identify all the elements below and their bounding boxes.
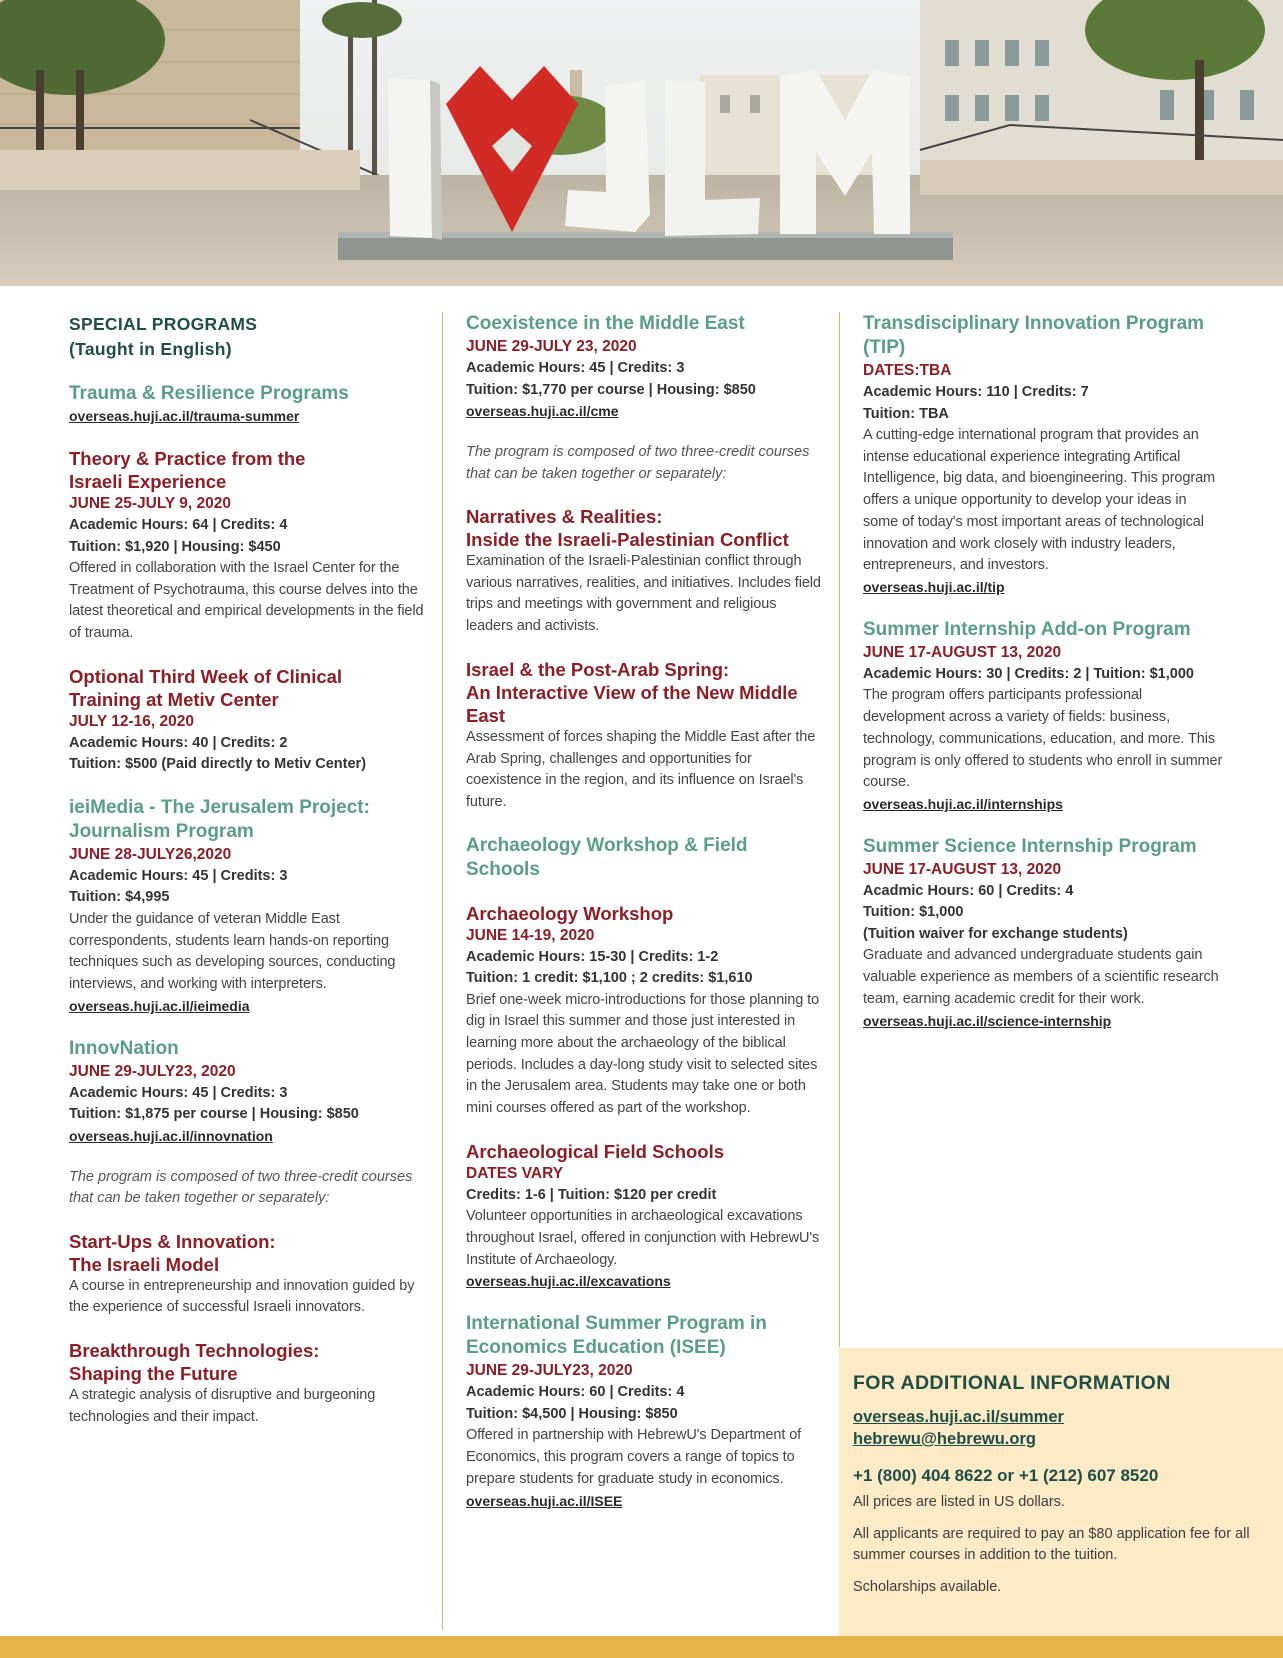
program-title: (TIP) xyxy=(863,337,906,358)
course-title: Shaping the Future xyxy=(69,1363,238,1385)
course-title: The Israeli Model xyxy=(69,1253,220,1275)
column-divider xyxy=(839,312,840,1347)
program-note xyxy=(69,1167,424,1210)
program-innovnation xyxy=(69,1037,424,1147)
program-title: Theory & Practice from the xyxy=(69,448,306,469)
course-post-arab-spring xyxy=(466,658,826,814)
course-startups xyxy=(69,1230,424,1319)
program-description: Offered in partnership with HebrewU's Department of Economics, this program covers a range of topics to prepare students for graduate study in economics. xyxy=(466,1427,802,1487)
program-hours: Academic Hours: 15-30 | Credits: 1-2 xyxy=(466,948,719,965)
info-title: FOR ADDITIONAL INFORMATION xyxy=(853,1372,1171,1394)
program-tuition: Tuition: TBA xyxy=(863,405,949,422)
program-dates: JUNE 29-JULY 23, 2020 xyxy=(466,338,637,355)
program-description: Volunteer opportunities in archaeological excavations throughout Israel, offered in conjunction with HebrewU's Institute of Archaeology. xyxy=(466,1208,820,1268)
program-dates: JUNE 29-JULY23, 2020 xyxy=(466,1362,633,1380)
program-title: ieiMedia - The Jerusalem Project: xyxy=(69,796,370,818)
program-link[interactable]: overseas.huji.ac.il/excavations xyxy=(466,1273,671,1290)
program-title: Israeli Experience xyxy=(69,471,227,492)
program-hours: Academic Hours: 40 | Credits: 2 xyxy=(69,734,288,751)
program-hours: Academic Hours: 45 | Credits: 3 xyxy=(466,360,685,376)
program-link[interactable]: overseas.huji.ac.il/innovnation xyxy=(69,1127,273,1144)
program-dates: DATES VARY xyxy=(466,1164,564,1182)
program-title: Trauma & Resilience Programs xyxy=(69,383,349,404)
hero-photo xyxy=(0,0,1283,286)
program-description: Graduate and advanced undergraduate students gain valuable experience as members of a scientific research team, earning academic credit for their work. xyxy=(863,947,1219,1007)
program-hours: Academic Hours: 64 | Credits: 4 xyxy=(69,517,288,533)
bottom-color-bar xyxy=(0,1636,1283,1658)
program-title: Coexistence in the Middle East xyxy=(466,313,745,334)
program-title: Journalism Program xyxy=(69,820,254,842)
program-dates: JUNE 29-JULY23, 2020 xyxy=(69,1062,236,1080)
jerusalem-sign-photo xyxy=(0,0,1283,286)
course-breakthrough xyxy=(69,1339,424,1428)
prices-note: All prices are listed in US dollars. xyxy=(853,1494,1065,1510)
program-title: InnovNation xyxy=(69,1037,179,1059)
program-link[interactable]: overseas.huji.ac.il/ieimedia xyxy=(69,997,250,1014)
program-tuition: Tuition: $1,875 per course | Housing: $850 xyxy=(69,1106,359,1123)
course-title: Breakthrough Technologies: xyxy=(69,1340,320,1362)
program-tuition: Tuition: $500 (Paid directly to Metiv Center) xyxy=(69,756,367,773)
program-dates: JUNE 17-AUGUST 13, 2020 xyxy=(863,860,1062,878)
program-title: Summer Internship Add-on Program xyxy=(863,618,1191,640)
program-title: Archaeological Field Schools xyxy=(466,1140,725,1162)
special-programs-heading xyxy=(69,312,424,362)
program-link[interactable]: overseas.huji.ac.il/internships xyxy=(863,795,1063,812)
program-hours: Acadmic Hours: 60 | Credits: 4 xyxy=(863,882,1074,899)
program-tuition-note: (Tuition waiver for exchange students) xyxy=(863,925,1128,942)
program-hours: Academic Hours: 30 | Credits: 2 | Tuition: $1,000 xyxy=(863,665,1194,682)
application-fee-note: All applicants are required to pay an $80 application fee for all summer courses in addition to the tuition. xyxy=(853,1525,1250,1563)
program-tuition: Tuition: $1,920 | Housing: $450 xyxy=(69,538,281,555)
program-ieimedia xyxy=(69,796,424,1017)
program-link[interactable]: overseas.huji.ac.il/cme xyxy=(466,403,619,419)
program-dates: JUNE 17-AUGUST 13, 2020 xyxy=(863,643,1062,661)
program-dates: DATES:TBA xyxy=(863,362,952,379)
program-coexistence xyxy=(466,312,826,422)
summer-link[interactable]: overseas.huji.ac.il/summer xyxy=(853,1408,1064,1426)
program-tuition: Tuition: $4,500 | Housing: $850 xyxy=(466,1405,678,1422)
program-credits: Credits: 1-6 | Tuition: $120 per credit xyxy=(466,1186,717,1203)
program-description: Brief one-week micro-introductions for those planning to dig in Israel this summer and those just interested in learning more about the archaeology of the biblical periods. Includes a day-long study visit to selected sites in the Jerusalem area. Students may take one or both mini courses offered as part of the workshop. xyxy=(466,991,820,1117)
program-link[interactable]: overseas.huji.ac.il/trauma-summer xyxy=(69,408,300,424)
program-third-week xyxy=(69,665,424,776)
column-1 xyxy=(69,312,424,1448)
program-description: Under the guidance of veteran Middle East correspondents, students learn hands-on reporting techniques such as developing sources, conducting interviews, and working with interpreters. xyxy=(69,910,396,992)
section-subtitle: (Taught in English) xyxy=(69,339,232,359)
column-divider xyxy=(442,312,443,1630)
program-description: A cutting-edge international program that provides an intense educational experience integrating Artifical Intelligence, big data, and bioengineering. This program offers a unique opportunity to develop your ideas in some of today's most important areas of technological innovation and work closely with industry leaders, entrepreneurs, and investors. xyxy=(863,427,1216,574)
program-internship xyxy=(863,618,1223,815)
program-dates: JUNE 25-JULY 9, 2020 xyxy=(69,495,231,512)
email-link[interactable]: hebrewu@hebrewu.org xyxy=(853,1430,1036,1448)
program-description: Offered in collaboration with the Israel Center for the Treatment of Psychotrauma, this course delves into the latest theoretical and empirical developments in the field of trauma. xyxy=(69,560,424,642)
program-title: Transdisciplinary Innovation Program xyxy=(863,313,1205,334)
program-isee xyxy=(466,1312,826,1511)
program-title: International Summer Program in xyxy=(466,1313,767,1335)
note-text: The program is composed of two three-credit courses that can be taken together or separately: xyxy=(69,1168,413,1207)
program-hours: Academic Hours: 110 | Credits: 7 xyxy=(863,384,1089,400)
program-title: Economics Education (ISEE) xyxy=(466,1337,726,1359)
course-title: An Interactive View of the New Middle East xyxy=(466,681,798,726)
program-dates: JUNE 14-19, 2020 xyxy=(466,926,595,944)
section-title: SPECIAL PROGRAMS xyxy=(69,314,258,334)
course-description: Assessment of forces shaping the Middle East after the Arab Spring, challenges and opportunities for coexistence in the region, and its influence on Israel's future. xyxy=(466,728,816,810)
program-archaeology-workshop xyxy=(466,902,826,1120)
program-tuition: Tuition: $1,770 per course | Housing: $850 xyxy=(466,381,756,398)
course-narratives xyxy=(466,505,826,638)
program-hours: Academic Hours: 45 | Credits: 3 xyxy=(69,867,288,884)
course-description: Examination of the Israeli-Palestinian conflict through various narratives, realities, and initiatives. Includes field trips and meetings with government and religious leaders and activists. xyxy=(466,553,821,635)
program-field-schools xyxy=(466,1140,826,1293)
program-title: Archaeology Workshop xyxy=(466,902,674,924)
program-title: Summer Science Internship Program xyxy=(863,835,1197,857)
program-link[interactable]: overseas.huji.ac.il/ISEE xyxy=(466,1492,623,1509)
program-theory-practice xyxy=(69,447,424,645)
program-tuition: Tuition: $1,000 xyxy=(863,904,964,921)
program-science-internship xyxy=(863,835,1223,1032)
course-title: Start-Ups & Innovation: xyxy=(69,1230,276,1252)
course-title: Narratives & Realities: xyxy=(466,506,663,527)
course-title: Inside the Israeli-Palestinian Conflict xyxy=(466,529,789,550)
program-dates: JULY 12-16, 2020 xyxy=(69,712,194,730)
section-title: Archaeology Workshop & Field Schools xyxy=(466,834,748,880)
program-hours: Academic Hours: 45 | Credits: 3 xyxy=(69,1084,288,1101)
program-title: Optional Third Week of Clinical xyxy=(69,665,343,687)
course-title: Israel & the Post-Arab Spring: xyxy=(466,658,730,680)
archaeology-heading xyxy=(466,834,826,882)
program-title: Training at Metiv Center xyxy=(69,688,279,710)
program-description: The program offers participants professional development across a variety of fields: business, technology, communications, education, and more. This program is only offered to students who enroll in summer course. xyxy=(863,687,1223,791)
column-2 xyxy=(466,312,826,1532)
program-link[interactable]: overseas.huji.ac.il/tip xyxy=(863,578,1005,595)
program-trauma xyxy=(69,382,424,427)
program-tip xyxy=(863,312,1223,598)
program-hours: Academic Hours: 60 | Credits: 4 xyxy=(466,1384,685,1401)
program-link[interactable]: overseas.huji.ac.il/science-internship xyxy=(863,1012,1112,1029)
program-tuition: Tuition: $4,995 xyxy=(69,889,170,906)
column-3 xyxy=(863,312,1223,1052)
course-description: A strategic analysis of disruptive and burgeoning technologies and their impact. xyxy=(69,1387,376,1425)
program-note xyxy=(466,442,826,485)
note-text: The program is composed of two three-credit courses that can be taken together or separately: xyxy=(466,444,810,482)
program-tuition: Tuition: 1 credit: $1,100 ; 2 credits: $1,610 xyxy=(466,970,753,987)
additional-info-box xyxy=(839,1348,1283,1636)
scholarships-note: Scholarships available. xyxy=(853,1578,1002,1595)
phone-numbers: +1 (800) 404 8622 or +1 (212) 607 8520 xyxy=(853,1466,1159,1485)
course-description: A course in entrepreneurship and innovation guided by the experience of successful Israeli innovators. xyxy=(69,1277,415,1316)
program-dates: JUNE 28-JULY26,2020 xyxy=(69,845,232,863)
